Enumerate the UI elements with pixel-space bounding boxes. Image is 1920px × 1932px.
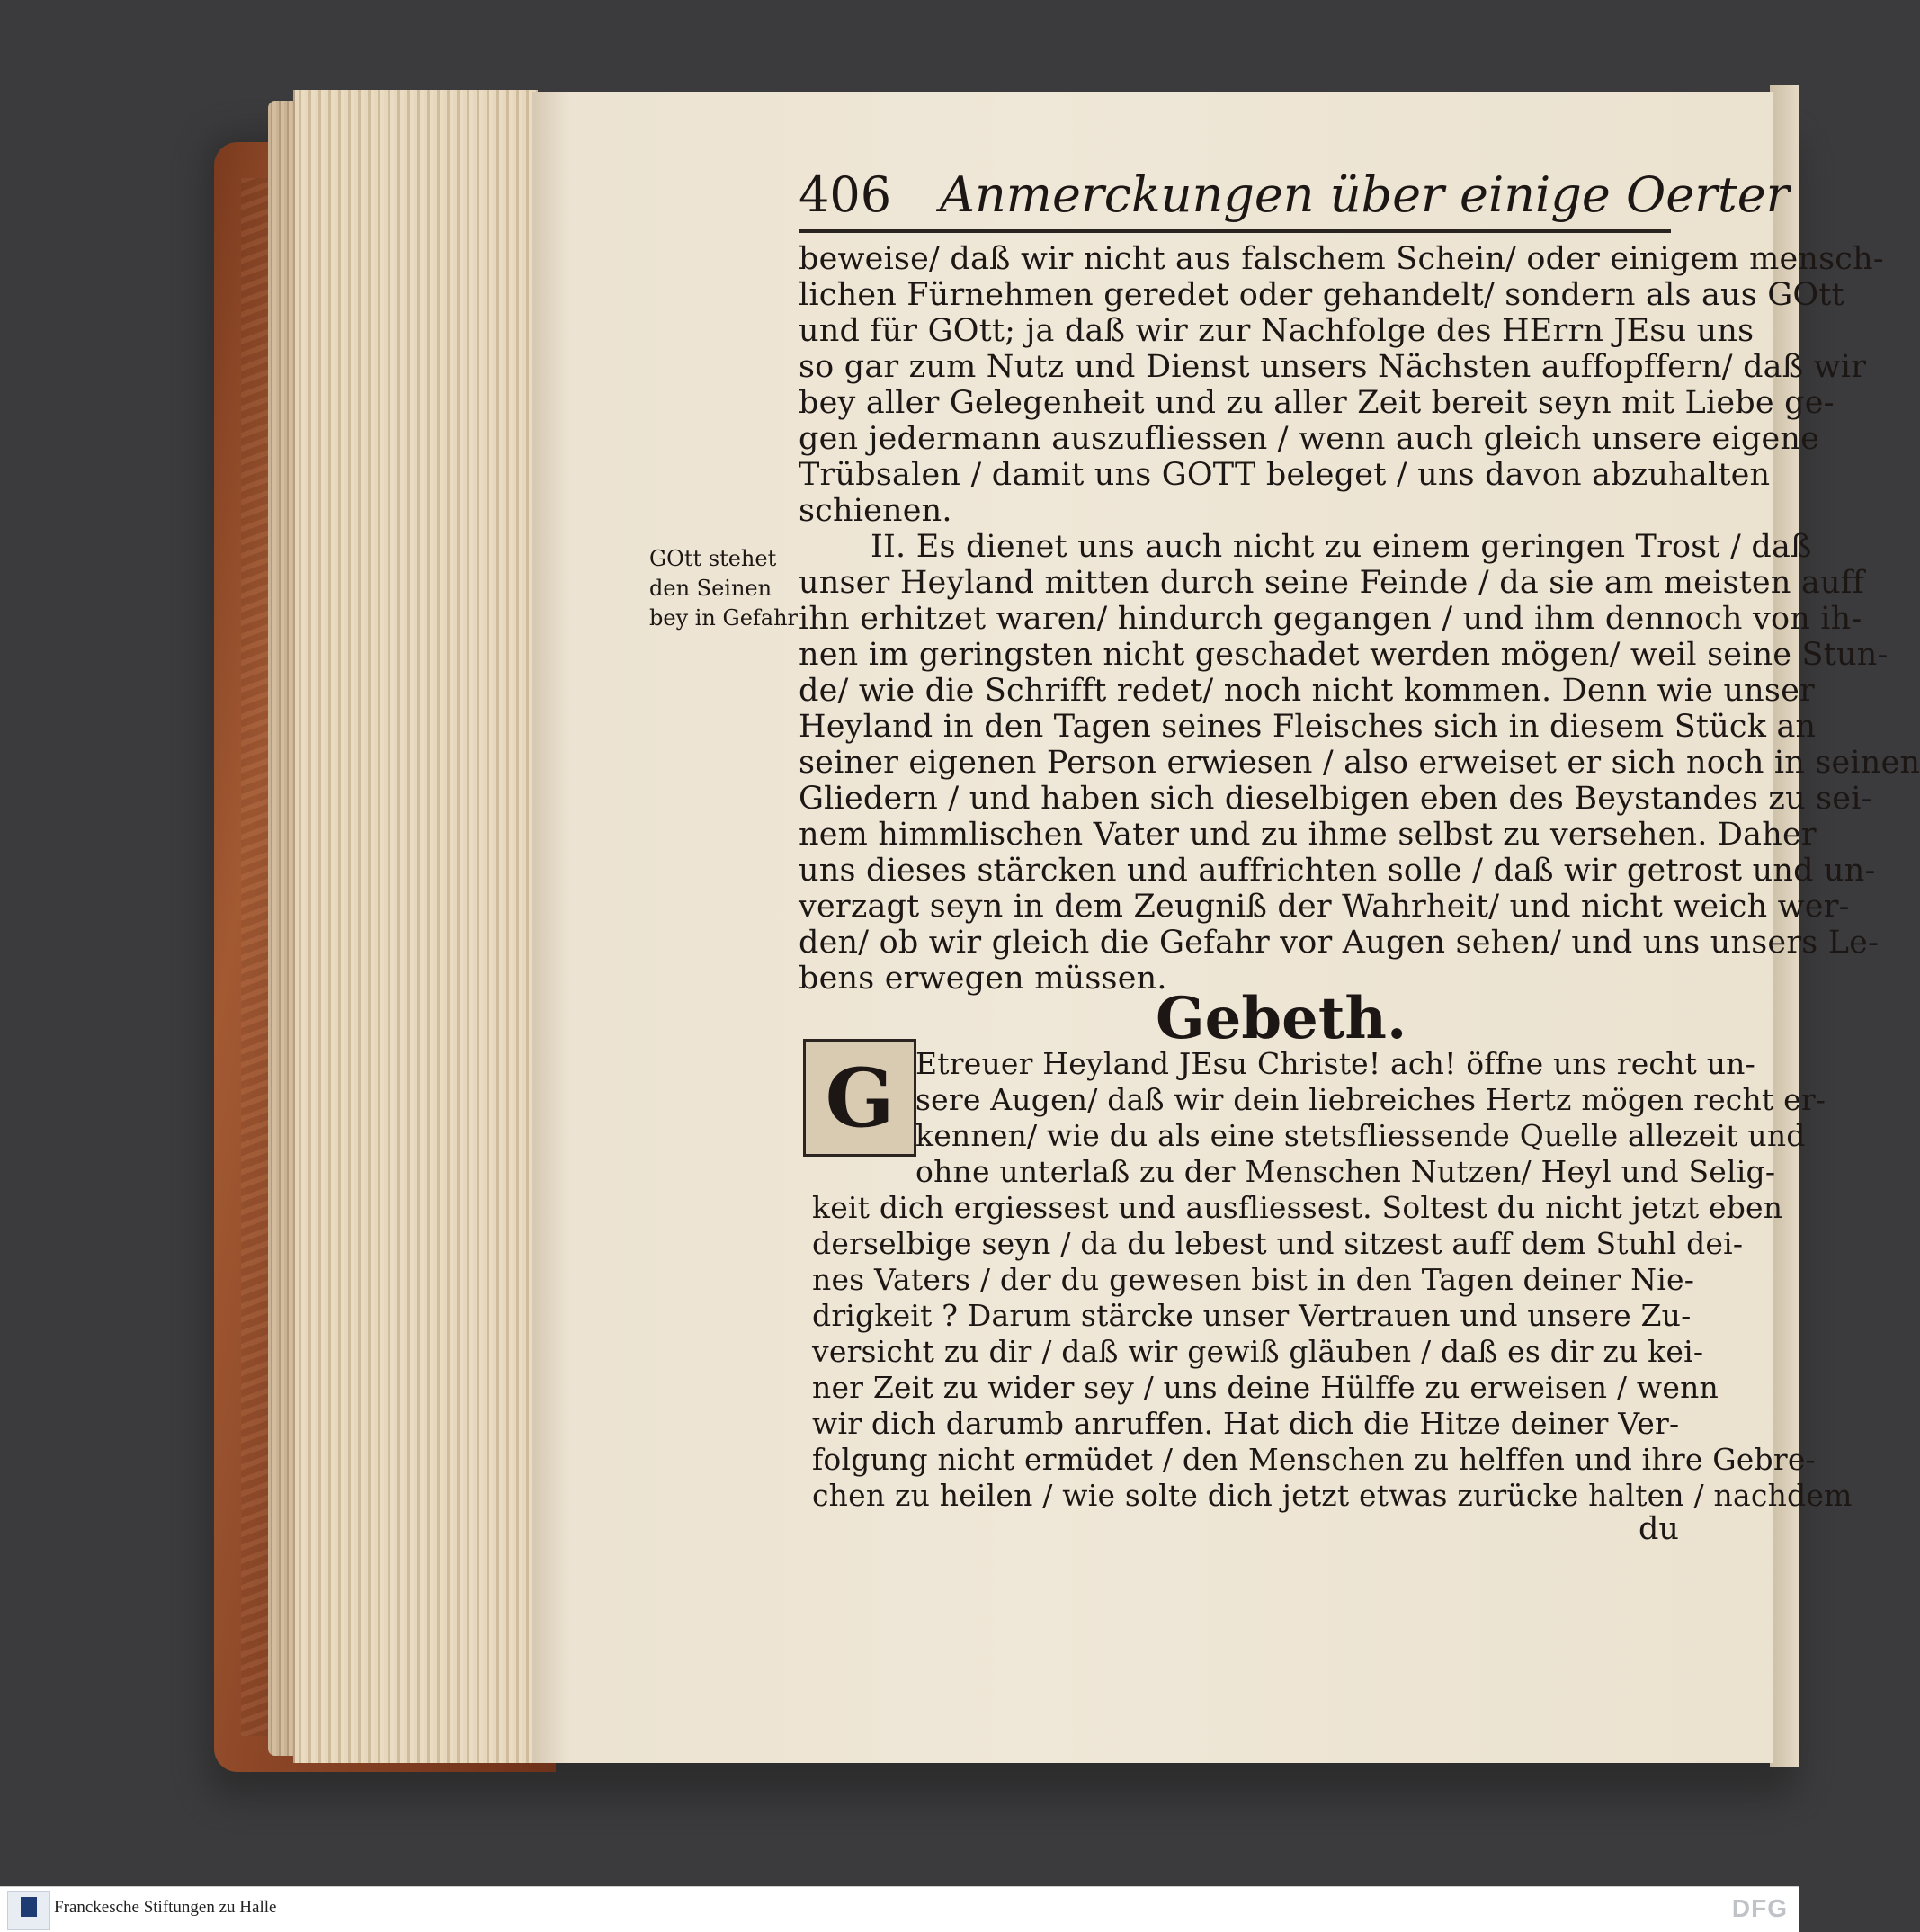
body-line: unser Heyland mitten durch seine Feinde / da sie am meisten auff (799, 565, 1865, 601)
body-line: schienen. (799, 493, 952, 529)
running-head: Anmerckungen über einige Oerter (940, 166, 1790, 223)
prayer-line: versicht zu dir / daß wir gewiß gläuben / daß es dir zu kei- (812, 1334, 1704, 1369)
body-line: Heyland in den Tagen seines Fleisches sich in diesem Stück an (799, 709, 1817, 745)
institution-logo-icon (7, 1891, 50, 1930)
prayer-line: folgung nicht ermüdet / den Menschen zu helffen und ihre Gebre- (812, 1442, 1816, 1477)
body-line: lichen Fürnehmen geredet oder gehandelt/ sondern als aus GOtt (799, 277, 1844, 313)
body-line: verzagt seyn in dem Zeugniß der Wahrheit/ und nicht weich wer- (799, 889, 1850, 925)
prayer-line: keit dich ergiessest und ausfliessest. Soltest du nicht jetzt eben (812, 1190, 1783, 1225)
initial-letter: G (825, 1050, 895, 1146)
body-line: de/ wie die Schrifft redet/ noch nicht kommen. Denn wie unser (799, 673, 1815, 709)
prayer-line: ohne unterlaß zu der Menschen Nutzen/ Heyl und Selig- (915, 1154, 1776, 1189)
fore-edge (293, 90, 538, 1763)
prayer-line: derselbige seyn / da du lebest und sitzest auff dem Stuhl dei- (812, 1226, 1744, 1261)
body-line: gen jedermann auszufliessen / wenn auch gleich unsere eigene (799, 421, 1820, 457)
body-line: nem himmlischen Vater und zu ihme selbst zu versehen. Daher (799, 817, 1817, 853)
header-rule (799, 229, 1671, 233)
prayer-line: drigkeit ? Darum stärcke unser Vertrauen und unsere Zu- (812, 1298, 1692, 1333)
prayer-line: wir dich darumb anruffen. Hat dich die Hitze deiner Ver- (812, 1406, 1680, 1441)
body-line: den/ ob wir gleich die Gefahr vor Augen sehen/ und uns unsers Le- (799, 925, 1880, 961)
institution-name: Franckesche Stiftungen zu Halle (54, 1898, 277, 1917)
prayer-line: kennen/ wie du als eine stetsfliessende Quelle allezeit und (915, 1118, 1806, 1153)
body-line: so gar zum Nutz und Dienst unsers Nächsten auffopffern/ daß wir (799, 349, 1867, 385)
body-line: bens erwegen müssen. (799, 961, 1167, 997)
marginal-note-line: GOtt stehet (649, 546, 777, 571)
body-line: uns dieses stärcken und auffrichten solle / daß wir getrost und un- (799, 853, 1876, 889)
decorated-initial (803, 1039, 916, 1157)
prayer-line: nes Vaters / der du gewesen bist in den Tagen deiner Nie- (812, 1262, 1695, 1297)
body-line: ihn erhitzet waren/ hindurch gegangen / und ihm dennoch von ih- (799, 601, 1862, 637)
page-number: 406 (799, 166, 892, 223)
prayer-line: sere Augen/ daß wir dein liebreiches Hertz mögen recht er- (915, 1082, 1826, 1117)
body-line: II. Es dienet uns auch nicht zu einem geringen Trost / daß (871, 529, 1812, 565)
marginal-note-line: den Seinen (649, 576, 772, 601)
prayer-heading: Gebeth. (1156, 985, 1407, 1052)
body-line: und für GOtt; ja daß wir zur Nachfolge des HErrn JEsu uns (799, 313, 1755, 349)
prayer-line: ner Zeit zu wider sey / uns deine Hülffe zu erweisen / wenn (812, 1370, 1719, 1405)
body-line: seiner eigenen Person erwiesen / also erweiset er sich noch in seinen (799, 745, 1920, 781)
catchword: du (1639, 1511, 1679, 1547)
prayer-line: chen zu heilen / wie solte dich jetzt etwas zurücke halten / nachdem (812, 1478, 1853, 1513)
body-line: nen im geringsten nicht geschadet werden mögen/ weil seine Stun- (799, 637, 1889, 673)
prayer-line: Etreuer Heyland JEsu Christe! ach! öffne uns recht un- (915, 1046, 1755, 1081)
body-line: Gliedern / und haben sich dieselbigen eben des Beystandes zu sei- (799, 781, 1872, 817)
body-line: beweise/ daß wir nicht aus falschem Schein/ oder einigem mensch- (799, 241, 1884, 277)
marginal-note-line: bey in Gefahr (649, 605, 799, 631)
body-line: Trübsalen / damit uns GOTT beleget / uns davon abzuhalten (799, 457, 1771, 493)
dfg-logo: DFG (1731, 1894, 1788, 1922)
body-line: bey aller Gelegenheit und zu aller Zeit bereit seyn mit Liebe ge- (799, 385, 1835, 421)
viewer-footer (0, 1886, 1799, 1932)
